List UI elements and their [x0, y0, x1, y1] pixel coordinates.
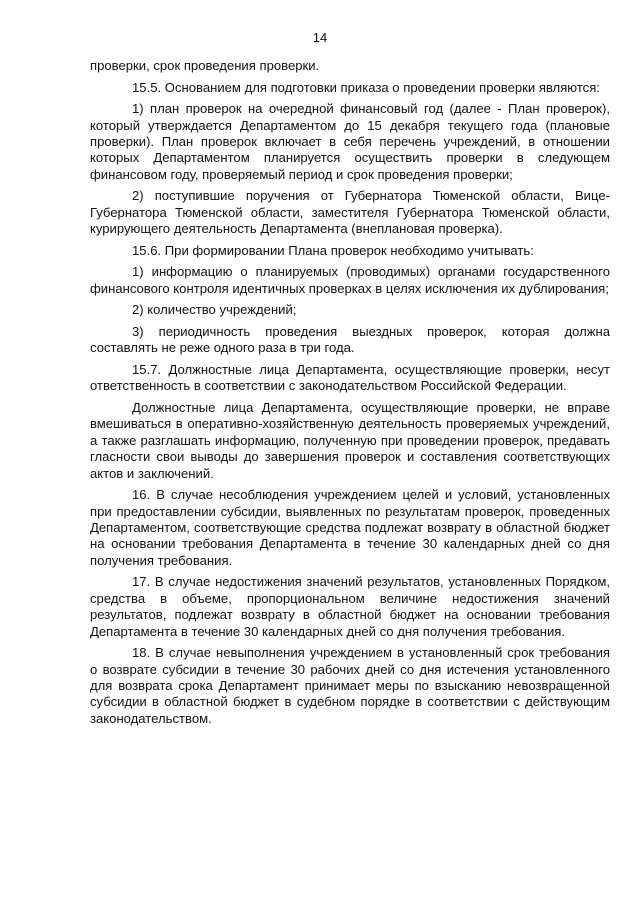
page-number: 14 [312, 30, 328, 45]
paragraph-15-7: 15.7. Должностные лица Департамента, осуществляющие проверки, несут ответственность в соответствии с законодательством Российской Федерации. [90, 362, 610, 394]
document-body [90, 58, 610, 732]
paragraph-15-5-item-1: 1) план проверок на очередной финансовый год (далее - План проверок), который утверждается Департаментом до 15 декабря текущего года (плановые проверки). План проверок включает в себя перечень учреждений, в отношении которых Департаментом планируется осуществить проверки в следующем финансовом году, проверяемый период и срок проведения проверки; [90, 101, 610, 182]
paragraph-15-6-item-1: 1) информацию о планируемых (проводимых) органами государственного финансового контроля идентичных проверках в целях исключения их дублирования; [90, 264, 610, 296]
paragraph-15-7-continued: Должностные лица Департамента, осуществляющие проверки, не вправе вмешиваться в оперативно-хозяйственную деятельность проверяемых учреждений, а также разглашать информацию, полученную при проведении проверок, предавать гласности свои выводы до завершения проверок и составления соответствующих актов и заключений. [90, 400, 610, 481]
paragraph-16: 16. В случае несоблюдения учреждением целей и условий, установленных при предоставлении субсидии, выявленных по результатам проверок, проведенных Департаментом, соответствующие средства подлежат возврату в областной бюджет на основании требования Департамента в течение 30 календарных дней со дня получения требования. [90, 487, 610, 568]
paragraph-17: 17. В случае недостижения значений результатов, установленных Порядком, средства в объеме, пропорциональном величине недостижения значений результатов, подлежат возврату в областной бюджет на основании требования Департамента в течение 30 календарных дней со дня получения требования. [90, 574, 610, 639]
paragraph-18: 18. В случае невыполнения учреждением в установленный срок требования о возврате субсидии в течение 30 рабочих дней со дня истечения установленного для возврата срока Департамент принимает меры по взысканию невозвращенной субсидии в областной бюджет в судебном порядке в соответствии с действующим законодательством. [90, 645, 610, 726]
paragraph-15-5-item-2: 2) поступившие поручения от Губернатора Тюменской области, Вице-Губернатора Тюменской области, заместителя Губернатора Тюменской области, курирующего деятельность Департамента (внеплановая проверка). [90, 188, 610, 237]
paragraph-continuation: проверки, срок проведения проверки. [90, 58, 320, 73]
paragraph-15-6: 15.6. При формировании Плана проверок необходимо учитывать: [132, 242, 534, 258]
paragraph-15-6-item-3: 3) периодичность проведения выездных проверок, которая должна составлять не реже одного раза в три года. [90, 324, 610, 356]
paragraph-15-6-item-2: 2) количество учреждений; [132, 302, 297, 318]
paragraph-15-5: 15.5. Основанием для подготовки приказа о проведении проверки являются: [132, 79, 600, 95]
